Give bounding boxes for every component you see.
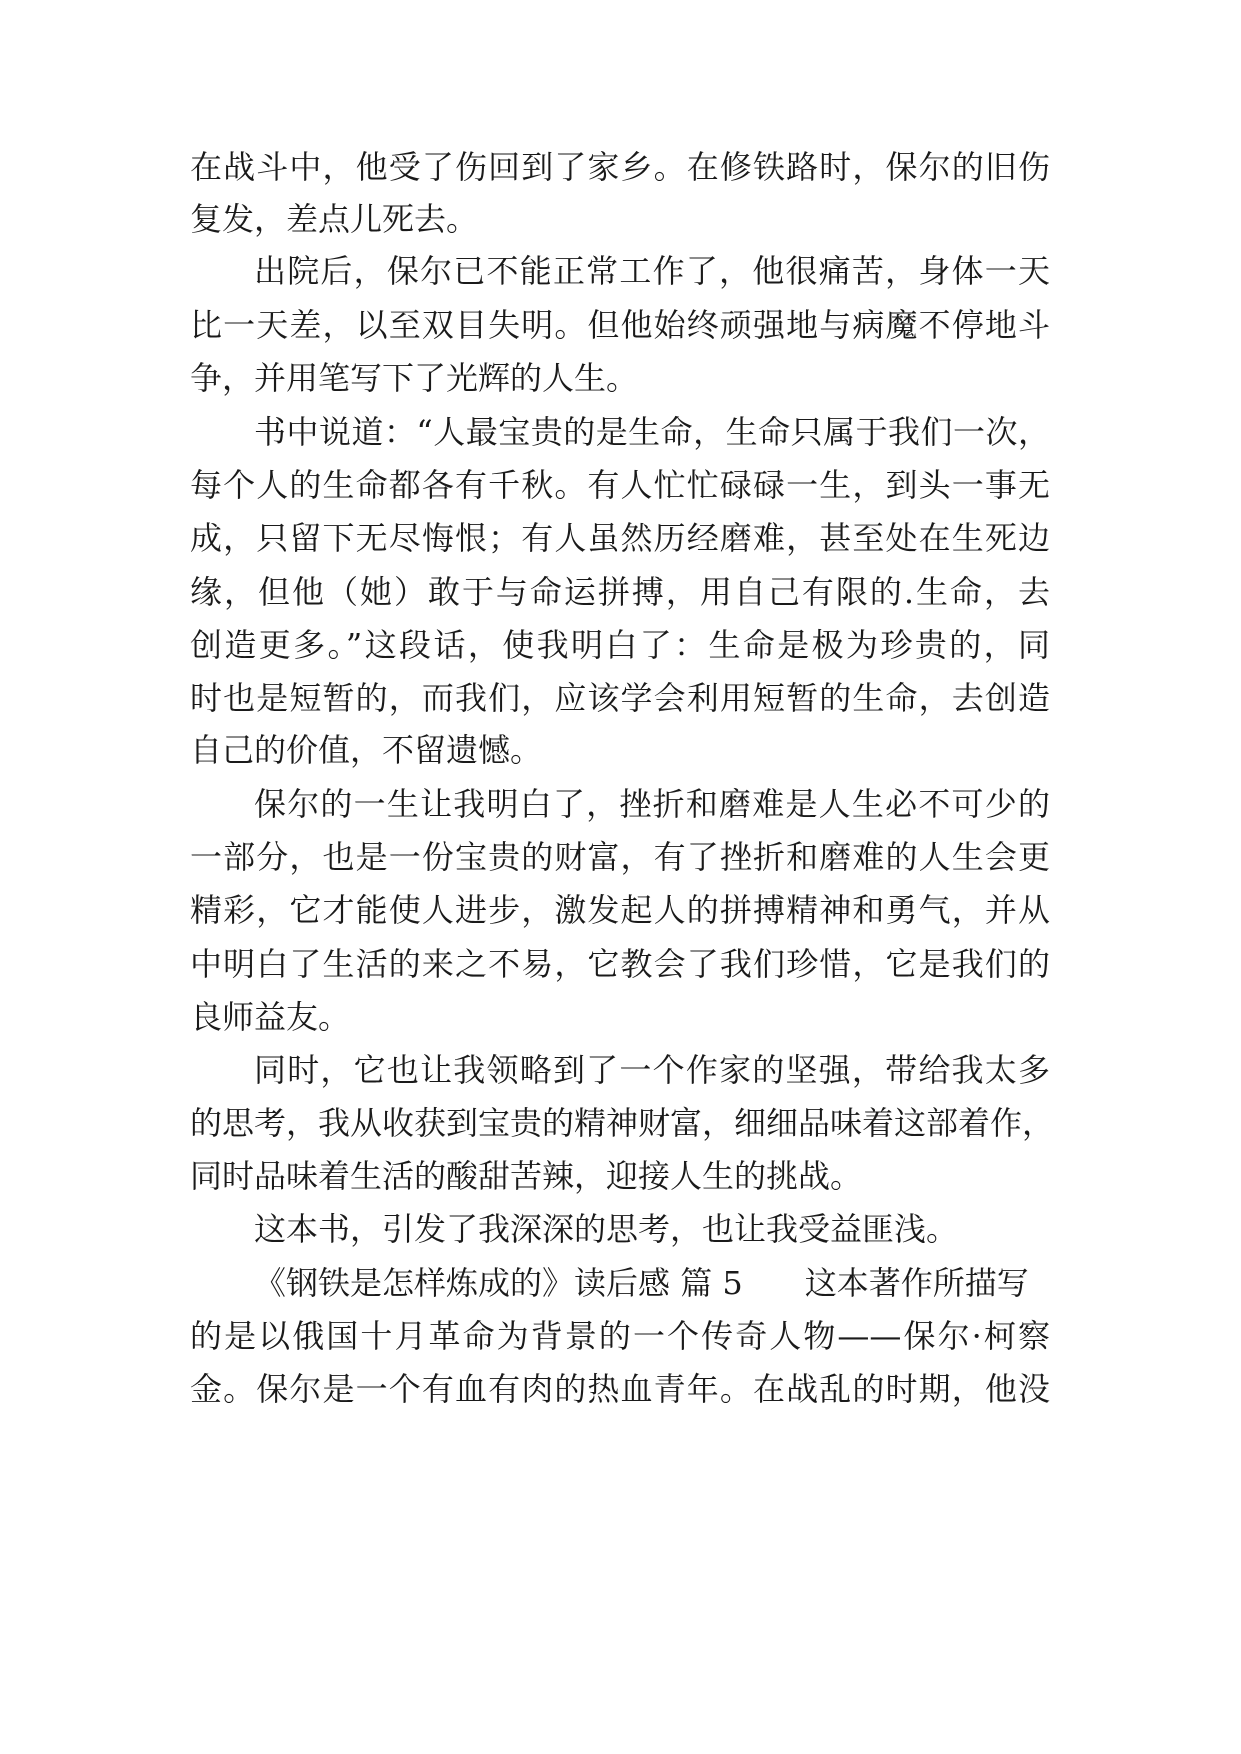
text-line: 的是以俄国十月革命为背景的一个传奇人物——保尔·柯察 <box>190 1317 1050 1355</box>
text-line: 成，只留下无尽悔恨；有人虽然历经磨难，甚至处在生死边 <box>190 519 1050 557</box>
heading-line-text: 这本著作所描写 <box>804 1264 1029 1302</box>
text-line: 良师益友。 <box>190 998 351 1036</box>
text-line: 复发，差点儿死去。 <box>190 200 479 238</box>
text-line: 精彩，它才能使人进步，激发起人的拼搏精神和勇气，并从 <box>190 891 1050 929</box>
text-line: 每个人的生命都各有千秋。有人忙忙碌碌一生，到头一事无 <box>190 466 1050 504</box>
text-line: 时也是短暂的，而我们，应该学会利用短暂的生命，去创造 <box>190 679 1050 717</box>
heading-line <box>254 1253 1029 1313</box>
text-line: 金。保尔是一个有血有肉的热血青年。在战乱的时期，他没 <box>190 1370 1050 1408</box>
text-line: 争，并用笔写下了光辉的人生。 <box>190 359 639 397</box>
text-line: 的思考，我从收获到宝贵的精神财富，细细品味着这部着作， <box>190 1104 1055 1142</box>
paragraph-first-line: 书中说道：“人最宝贵的是生命，生命只属于我们一次， <box>254 413 1050 451</box>
text-line: 中明白了生活的来之不易，它教会了我们珍惜，它是我们的 <box>190 945 1050 983</box>
text-line: 缘，但他（她）敢于与命运拼搏，用自己有限的.生命，去 <box>190 573 1050 611</box>
paragraph-first-line: 保尔的一生让我明白了，挫折和磨难是人生必不可少的 <box>254 785 1050 823</box>
text-line: 在战斗中，他受了伤回到了家乡。在修铁路时，保尔的旧伤 <box>190 148 1050 186</box>
chapter-label: 篇 5 <box>680 1264 743 1302</box>
text-line: 比一天差，以至双目失明。但他始终顽强地与病魔不停地斗 <box>190 306 1050 344</box>
paragraph-first-line: 出院后，保尔已不能正常工作了，他很痛苦，身体一天 <box>254 252 1050 290</box>
text-line: 自己的价值，不留遗憾。 <box>190 731 543 769</box>
text-line: 同时品味着生活的酸甜苦辣，迎接人生的挑战。 <box>190 1157 863 1195</box>
paragraph-first-line: 这本书，引发了我深深的思考，也让我受益匪浅。 <box>254 1210 959 1248</box>
text-line: 创造更多。”这段话，使我明白了：生命是极为珍贵的，同 <box>190 626 1050 664</box>
essay-title: 《钢铁是怎样炼成的》读后感 <box>254 1264 671 1302</box>
paragraph-first-line: 同时，它也让我领略到了一个作家的坚强，带给我太多 <box>254 1051 1050 1089</box>
text-line: 一部分，也是一份宝贵的财富，有了挫折和磨难的人生会更 <box>190 838 1050 876</box>
